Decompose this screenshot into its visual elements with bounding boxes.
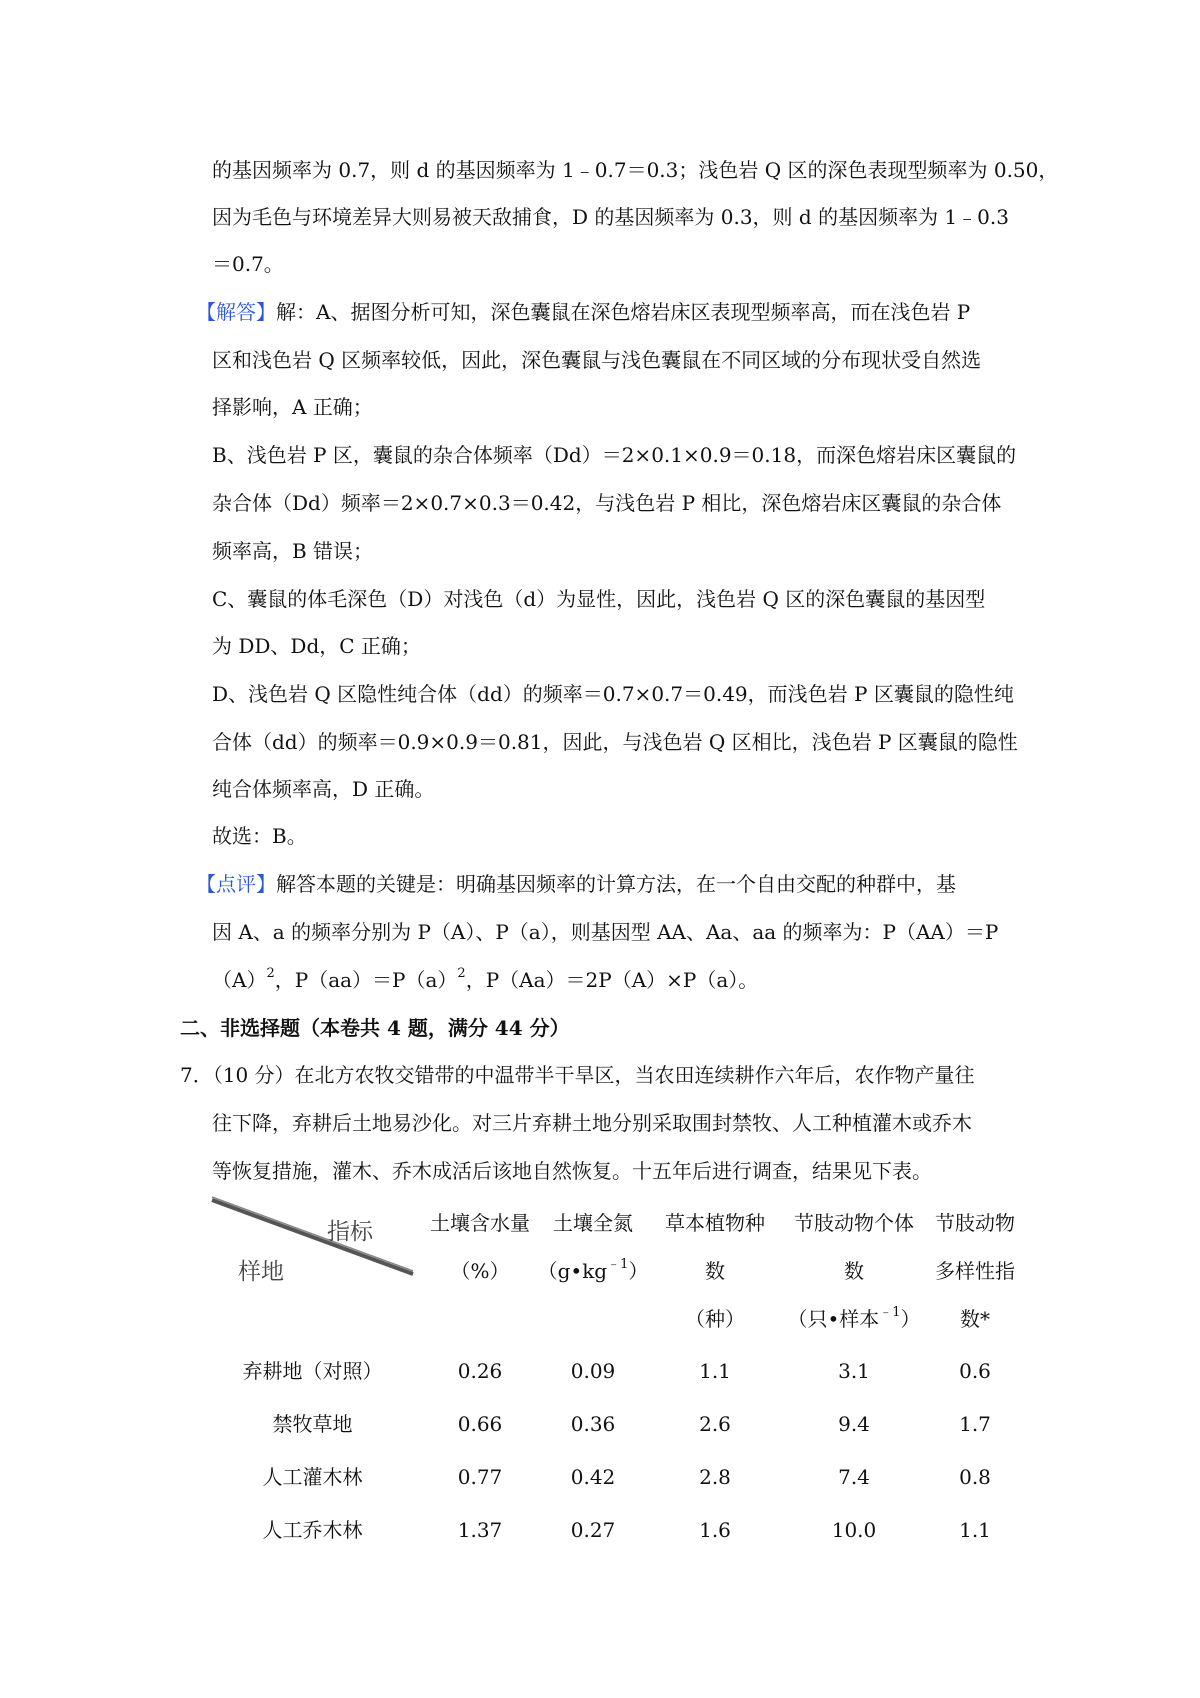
text-span: ） [900,1307,921,1331]
header-line: 土壤全氮 [553,1211,633,1235]
formula-line [212,966,1032,994]
table-cell: 1.37 [457,1518,503,1542]
text-line: D、浅色岩 Q 区隐性纯合体（dd）的频率＝0.7×0.7＝0.49，而浅色岩 P 区囊鼠的隐性纯 [212,682,1014,706]
table-cell: 0.26 [457,1359,503,1383]
question-line: 7．（10 分）在北方农牧交错带的中温带半干旱区，当农田连续耕作六年后，农作物产量往 [180,1063,975,1087]
row-site: 人工乔木林 [262,1518,363,1542]
header-line: 数 [705,1259,725,1283]
column-header [779,1209,929,1333]
text-line: 纯合体频率高，D 正确。 [212,777,435,801]
table-cell: 2.6 [699,1412,731,1436]
comment-line [196,870,1016,898]
text-span: ，P（aa）＝P（a） [274,968,458,992]
text-line: 因 A、a 的频率分别为 P（A）、P（a），则基因型 AA、Aa、aa 的频率为：P（AA）＝P [212,920,999,944]
table-cell: 0.6 [959,1359,991,1383]
superscript: ﹣1 [879,1305,901,1320]
table-cell: 3.1 [838,1359,870,1383]
text-line: 择影响，A 正确； [212,395,373,419]
header-line: 数 [844,1259,864,1283]
header-line: 土壤含水量 [430,1211,530,1235]
header-line: （%） [450,1259,510,1283]
header-line [779,1305,929,1333]
text-span: 解答本题的关键是：明确基因频率的计算方法，在一个自由交配的种群中，基 [276,872,956,896]
column-header [920,1209,1030,1333]
table-cell: 0.36 [570,1412,616,1436]
table-cell: 2.8 [699,1465,731,1489]
table-cell: 0.27 [570,1518,616,1542]
section-heading: 二、非选择题（本卷共 4 题，满分 44 分） [180,1016,570,1040]
text-line: 合体（dd）的频率＝0.9×0.9＝0.81，因此，与浅色岩 Q 区相比，浅色岩 P 区囊鼠的隐性 [212,730,1018,754]
text-line: 区和浅色岩 Q 区频率较低，因此，深色囊鼠与浅色囊鼠在不同区域的分布现状受自然选 [212,348,982,372]
header-line [533,1257,653,1285]
table-cell: 9.4 [838,1412,870,1436]
superscript: ﹣1 [607,1257,629,1272]
text-line: 杂合体（Dd）频率＝2×0.7×0.3＝0.42，与浅色岩 P 相比，深色熔岩床区囊鼠的杂合体 [212,491,1002,515]
table-cell: 1.1 [699,1359,731,1383]
table-cell: 10.0 [831,1518,877,1542]
corner-label-indicator: 指标 [327,1219,373,1245]
header-line: 草本植物种 [665,1211,765,1235]
column-header [420,1209,540,1285]
header-line: （种） [685,1307,745,1331]
answer-tag: 【解答】 [196,300,276,324]
column-header [533,1209,653,1285]
header-line: 数* [960,1307,990,1331]
table-cell: 1.7 [959,1412,991,1436]
row-site: 人工灌木林 [262,1465,363,1489]
header-line: 节肢动物 [935,1211,1015,1235]
text-span: （A） [212,968,267,992]
text-span: （g•kg [537,1259,608,1283]
table-cell: 0.77 [457,1465,503,1489]
table-cell: 0.66 [457,1412,503,1436]
header-line: 多样性指 [935,1259,1015,1283]
text-line: 因为毛色与环境差异大则易被天敌捕食，D 的基因频率为 0.3，则 d 的基因频率为 1﹣0.3 [212,205,1009,229]
corner-label-site: 样地 [238,1259,284,1285]
comment-tag: 【点评】 [196,872,276,896]
text-line: B、浅色岩 P 区，囊鼠的杂合体频率（Dd）＝2×0.1×0.9＝0.18，而深色熔岩床区囊鼠的 [212,443,1017,467]
answer-line [196,298,1016,326]
text-span: ） [628,1259,649,1283]
text-line: 频率高，B 错误； [212,539,374,563]
text-line: ＝0.7。 [212,252,284,276]
text-line: 为 DD、Dd，C 正确； [212,634,421,658]
header-line: 节肢动物个体 [794,1211,914,1235]
text-line: C、囊鼠的体毛深色（D）对浅色（d）为显性，因此，浅色岩 Q 区的深色囊鼠的基因型 [212,587,986,611]
text-span: （只•样本 [787,1307,880,1331]
superscript: 2 [457,966,466,981]
table-cell: 0.42 [570,1465,616,1489]
row-site: 禁牧草地 [272,1412,353,1436]
superscript: 2 [266,966,275,981]
table-cell: 0.8 [959,1465,991,1489]
table-cell: 0.09 [570,1359,616,1383]
table-cell: 7.4 [838,1465,870,1489]
table-cell: 1.1 [959,1518,991,1542]
column-header [651,1209,779,1333]
question-line: 等恢复措施，灌木、乔木成活后该地自然恢复。十五年后进行调查，结果见下表。 [212,1159,932,1183]
text-line: 故选：B。 [212,824,307,848]
text-line: 的基因频率为 0.7，则 d 的基因频率为 1﹣0.7＝0.3；浅色岩 Q 区的深色表现型频率为 0.50， [212,158,1059,182]
question-line: 往下降，弃耕后土地易沙化。对三片弃耕土地分别采取围封禁牧、人工种植灌木或乔木 [212,1111,972,1135]
text-span: ，P（Aa）＝2P（A）×P（a）。 [465,968,759,992]
table-cell: 1.6 [699,1518,731,1542]
row-site: 弃耕地（对照） [242,1359,383,1383]
text-span: 解：A、据图分析可知，深色囊鼠在深色熔岩床区表现型频率高，而在浅色岩 P [276,300,971,324]
